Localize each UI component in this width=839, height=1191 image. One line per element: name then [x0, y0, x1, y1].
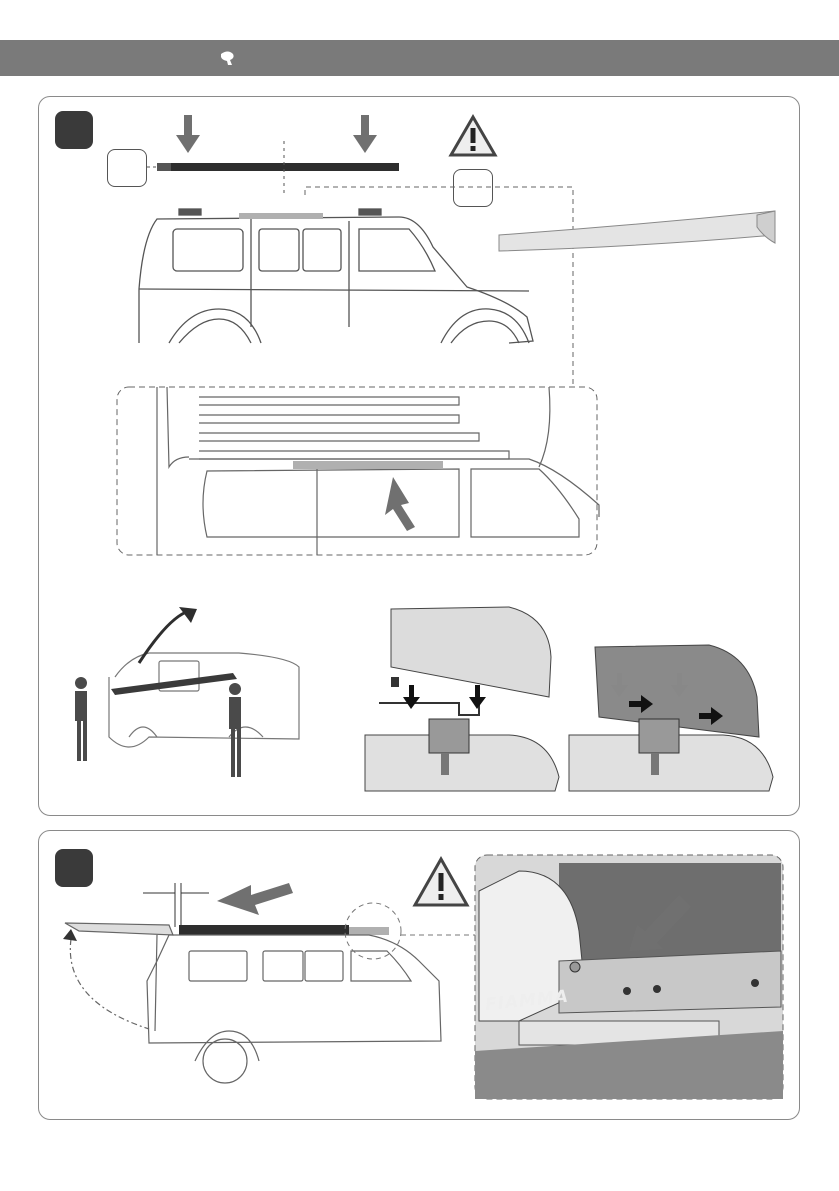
fiamma-logo-icon: [218, 48, 238, 68]
step-2-illustration: [39, 831, 799, 1119]
gap-dimension-marker: [143, 883, 209, 927]
warning-triangle-icon: [415, 859, 467, 905]
bracket-mount-closeup: [365, 607, 559, 791]
down-arrow-icon: [403, 685, 420, 709]
van-rear-view: [63, 923, 441, 1083]
step-1-panel: [38, 96, 800, 816]
down-arrow-icon: [353, 115, 377, 153]
awning-bar: [179, 925, 349, 935]
left-arrow-icon: [217, 883, 293, 915]
step-2-panel: [38, 830, 800, 1120]
down-arrow-icon: [469, 685, 486, 709]
warning-triangle-icon: [451, 117, 495, 155]
brand-logo-text: FIAMMA: [484, 986, 570, 1016]
step-1-illustration: [39, 97, 799, 815]
bracket-slide-closeup: [569, 645, 773, 791]
roof-rail-detail: [499, 211, 775, 251]
down-arrow-icon: [176, 115, 200, 153]
arrow-up-left-icon: [385, 477, 415, 531]
rail-closeup: [117, 387, 599, 555]
end-cap-closeup: [475, 855, 783, 1099]
awning-bar: [147, 141, 399, 193]
installation-people-scene: [75, 607, 299, 777]
van-side-view: [139, 209, 533, 343]
header-bar: [0, 40, 839, 76]
